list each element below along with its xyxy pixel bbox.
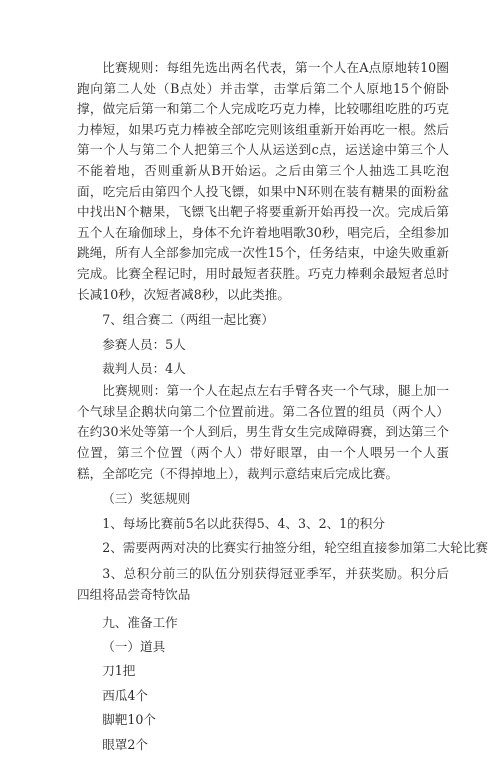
referees-line: 裁判人员：4人 [102,360,186,376]
participants-line: 参赛人员：5人 [102,336,186,352]
rules-paragraph-1: 比赛规则：每组先选出两名代表，第一个人在A点原地转10圈跑向第二人处（B点处）并击掌，击掌后第二个人原地15个俯卧撑，做完后第一和第二个人完成吃巧克力棒，比较哪组吃胜的巧克力棒短，如果巧克力棒被全部吃完则该组重新开始再吃一根。然后第一个人与第二个人把第三个人从运送到c点，运送途中第三个人不能着地，否则重新从B开始运。之后由第三个人抽选工具吃泡面，吃完后由第四个人投飞镖，如果中N环则在装有糖果的面粉盆中找出N个糖果，飞镖飞出靶子将要重新开始再投一次。完成后第五个人在瑜伽球上，身体不允许着地唱歌30秒，唱完后，全组参加跳绳，所有人全部参加完成一次性15个，任务结束，中途失败重新完成。比赛全程记时，用时最短者获胜。巧克力棒剩余最短者总时长减10秒，次短者减8秒，以此类推。 [77,60,449,302]
game-7-title: 7、组合赛二（两组一起比赛） [102,312,274,328]
props-item: 刀1把 [102,663,136,679]
awards-title: （三）奖惩规则 [102,491,191,507]
section-9-title: 九、准备工作 [102,614,178,630]
award-item-2: 2、需要两两对决的比赛实行抽签分组，轮空组直接参加第二大轮比赛 [102,540,489,556]
props-item: 眼罩2个 [102,736,148,752]
props-item: 脚靶10个 [102,712,156,728]
props-item: 西瓜4个 [102,687,148,703]
award-item-1: 1、每场比赛前5名以此获得5、4、3、2、1的积分 [102,515,385,531]
props-title: （一）道具 [102,639,166,655]
document-page [77,58,489,757]
award-item-3: 3、总积分前三的队伍分别获得冠亚季军，并获奖励。积分后四组将品尝奇特饮品 [77,566,449,603]
rules-paragraph-2: 比赛规则：第一个人在起点左右手臂各夹一个气球，腿上加一个气球呈企鹅状向第二个位置前进。第二各位置的组员（两个人）在约30米处等第一个人到后，男生背女生完成障碍赛，到达第三个位置，第三个位置（两个人）带好眼罩，由一个人喂另一个人蛋糕，全部吃完（不得掉地上），裁判示意结束后完成比赛。 [77,383,449,481]
